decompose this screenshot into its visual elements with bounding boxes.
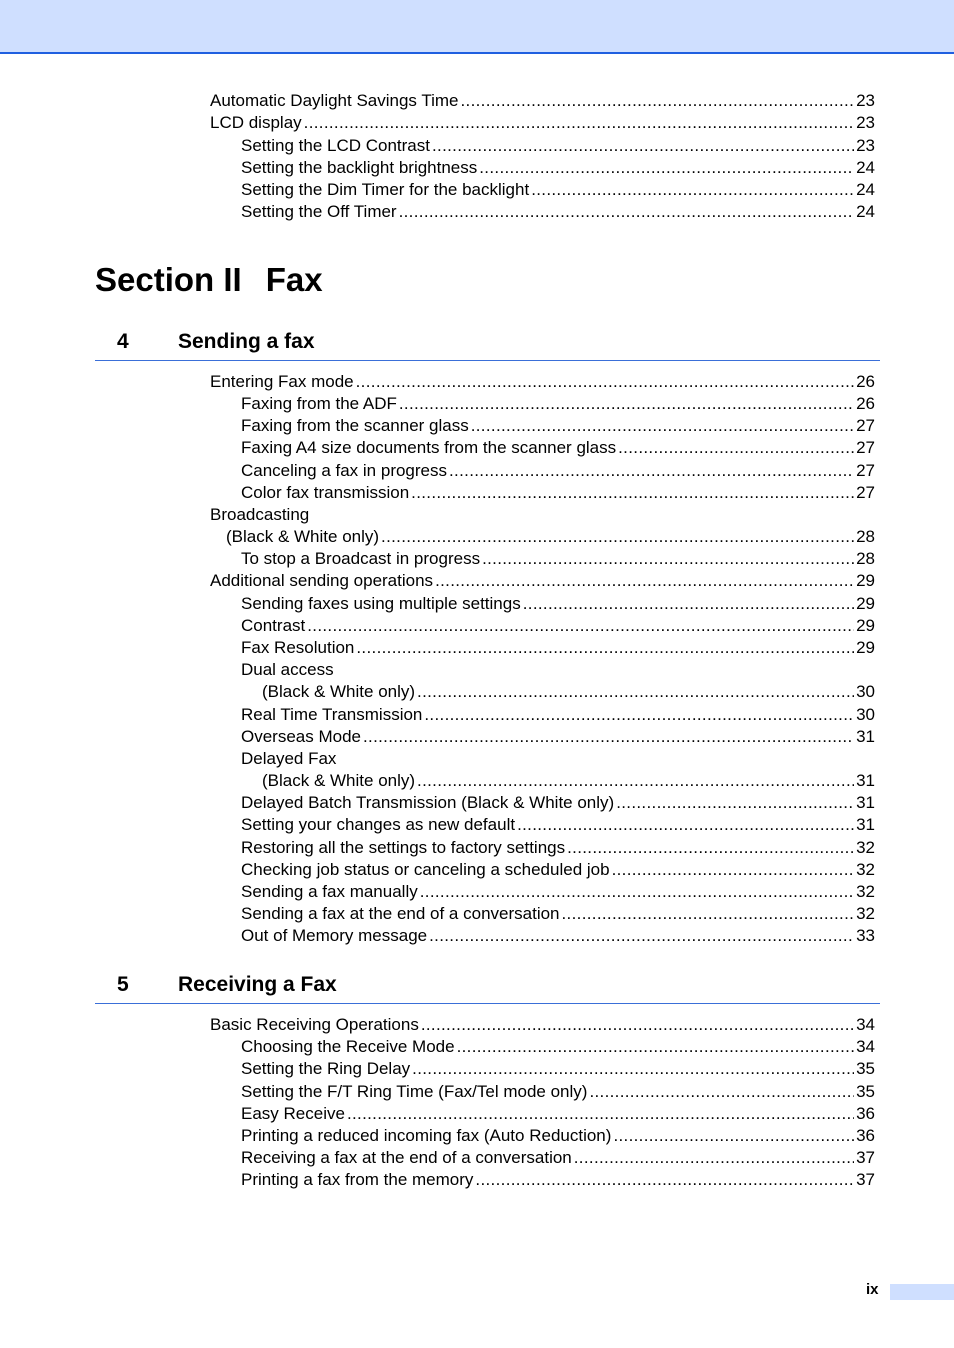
toc-entry[interactable]: Restoring all the settings to factory settings . . . 32	[241, 837, 875, 859]
section-heading	[95, 258, 323, 302]
toc-entry[interactable]: Canceling a fax in progress . . . 27	[241, 460, 875, 482]
chapter-heading[interactable]	[95, 973, 880, 1004]
page-tab-marker	[890, 1284, 954, 1300]
toc-entry[interactable]: Dual access	[241, 660, 334, 679]
chapter-title: Sending a fax	[178, 330, 315, 353]
toc-entry[interactable]: Checking job status or canceling a scheduled job . . . 32	[241, 859, 875, 881]
toc-entry[interactable]: LCD display . . . 23	[210, 112, 875, 134]
toc-entry[interactable]: Easy Receive . . . 36	[241, 1103, 875, 1125]
toc-entry[interactable]: Setting the F/T Ring Time (Fax/Tel mode only) . . . 35	[241, 1081, 875, 1103]
toc-entry[interactable]: Setting the Ring Delay . . . 35	[241, 1058, 875, 1080]
toc-entry[interactable]: Faxing from the ADF . . . 26	[241, 393, 875, 415]
chapter-number: 4	[117, 330, 129, 353]
page-number: ix	[866, 1281, 879, 1298]
toc-entry[interactable]: To stop a Broadcast in progress . . . 28	[241, 548, 875, 570]
toc-entry[interactable]: Fax Resolution . . . 29	[241, 637, 875, 659]
toc-entry[interactable]: (Black & White only) . . . 28	[226, 526, 875, 548]
chapter-title: Receiving a Fax	[178, 973, 337, 996]
toc-entry[interactable]: Sending a fax at the end of a conversation . . . 32	[241, 903, 875, 925]
toc-entry[interactable]: Setting the Off Timer . . . 24	[241, 201, 875, 223]
header-band	[0, 0, 954, 54]
chapter-number: 5	[117, 973, 129, 996]
toc-entry[interactable]: Color fax transmission . . . 27	[241, 482, 875, 504]
toc-entry[interactable]: Receiving a fax at the end of a conversation . . . 37	[241, 1147, 875, 1169]
toc-entry[interactable]: Sending faxes using multiple settings . . . 29	[241, 593, 875, 615]
toc-entry[interactable]: Setting the backlight brightness . . . 24	[241, 157, 875, 179]
toc-entry[interactable]: Delayed Batch Transmission (Black & White only) . . . 31	[241, 792, 875, 814]
toc-entry[interactable]: Faxing A4 size documents from the scanner glass . . . 27	[241, 437, 875, 459]
toc-entry[interactable]: Setting the LCD Contrast . . . 23	[241, 135, 875, 157]
toc-entry[interactable]: Printing a reduced incoming fax (Auto Reduction) . . . 36	[241, 1125, 875, 1147]
toc-entry[interactable]: (Black & White only) . . . 31	[262, 770, 875, 792]
toc-entry[interactable]: Delayed Fax	[241, 749, 337, 768]
section-label: Section II	[95, 261, 242, 298]
toc-entry[interactable]: Printing a fax from the memory . . . 37	[241, 1169, 875, 1191]
section-name: Fax	[265, 261, 323, 298]
toc-entry[interactable]: Out of Memory message . . . 33	[241, 925, 875, 947]
toc-entry[interactable]: (Black & White only) . . . 30	[262, 681, 875, 703]
chapter-heading[interactable]	[95, 330, 880, 361]
toc-entry[interactable]: Basic Receiving Operations . . . 34	[210, 1014, 875, 1036]
toc-entry[interactable]: Overseas Mode . . . 31	[241, 726, 875, 748]
toc-entry[interactable]: Setting your changes as new default . . . 31	[241, 814, 875, 836]
toc-entry[interactable]: Faxing from the scanner glass . . . 27	[241, 415, 875, 437]
toc-entry[interactable]: Additional sending operations . . . 29	[210, 570, 875, 592]
toc-entry[interactable]: Broadcasting	[210, 505, 310, 524]
toc-entry[interactable]: Sending a fax manually . . . 32	[241, 881, 875, 903]
toc-entry[interactable]: Contrast . . . 29	[241, 615, 875, 637]
toc-entry[interactable]: Real Time Transmission . . . 30	[241, 704, 875, 726]
toc-entry[interactable]: Automatic Daylight Savings Time . . . 23	[210, 90, 875, 112]
toc-entry[interactable]: Setting the Dim Timer for the backlight . . . 24	[241, 179, 875, 201]
toc-entry[interactable]: Entering Fax mode . . . 26	[210, 371, 875, 393]
toc-entry[interactable]: Choosing the Receive Mode . . . 34	[241, 1036, 875, 1058]
